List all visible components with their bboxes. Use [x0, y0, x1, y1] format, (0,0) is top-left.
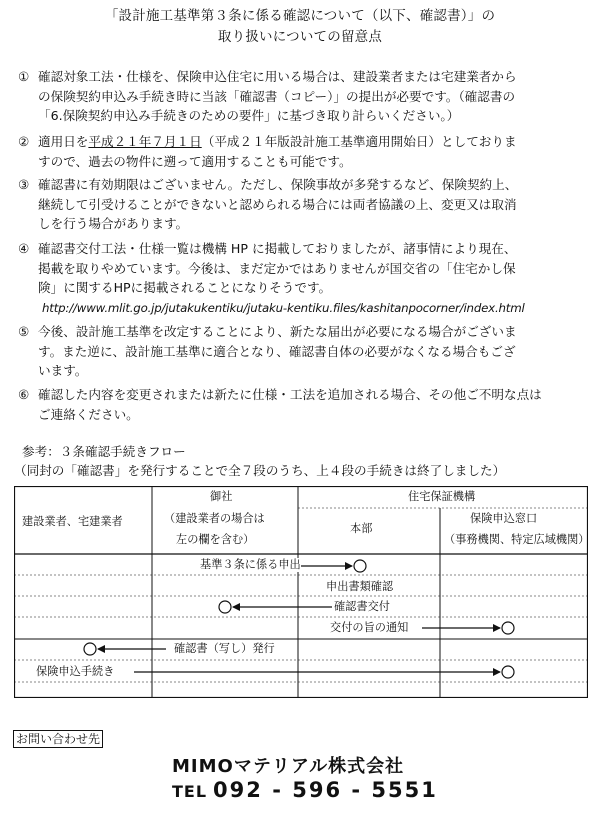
flow-col-headquarters: 本部: [350, 522, 373, 535]
item-line: 険」に関するHPに掲載されることになりそうです。: [38, 280, 332, 295]
item-line: ご連絡ください。: [38, 406, 139, 422]
item-line: 確認した内容を変更されまたは新たに仕様・工法を追加される場合、その他ご不明な点は: [38, 387, 542, 402]
effective-date: 平成２１年７月１日: [88, 134, 202, 149]
flow-step-4: 交付の旨の通知: [330, 621, 409, 634]
tel-number: 092 - 596 - 5551: [213, 778, 438, 802]
flow-step-3: 確認書交付: [334, 600, 390, 613]
item-line: 確認対象工法・仕様を、保険申込住宅に用いる場合は、建設業者または宅建業者から: [38, 69, 517, 84]
item-line: 今後、設計施工基準を改定することにより、新たな届出が必要になる場合がございま: [38, 324, 517, 339]
flow-step-2: 申出書類確認: [326, 580, 394, 593]
item-text: 適用日を: [38, 134, 89, 149]
item-number: ②: [18, 134, 30, 149]
item-line: 確認書に有効期限はございません。ただし、保険事故が多発するなど、保険契約上、: [38, 177, 518, 192]
reference-url[interactable]: http://www.mlit.go.jp/jutakukentiku/jutaku-kentiku.files/kashitanpocorner/index.html: [42, 301, 525, 315]
item-line: 「6.保険契約申込み手続きのための要件」に基づき取り計らいください。）: [38, 108, 460, 123]
note-item-3: [18, 175, 584, 234]
flow-step-5: 確認書（写し）発行: [174, 642, 275, 655]
item-line: 掲載を取りやめています。今後は、まだ定かではありませんが国交省の「住宅かし保: [38, 260, 516, 276]
item-number: ⑥: [18, 387, 30, 402]
item-line: 確認書交付工法・仕様一覧は機構 HP に掲載しておりましたが、諸事情により現在、: [38, 241, 517, 256]
note-item-6: [18, 385, 584, 424]
item-number: ①: [18, 69, 30, 84]
item-line: しを行う場合があります。: [38, 216, 189, 231]
item-line: す。また逆に、設計施工基準に適合となり、確認書自体の必要がなくなる場合もござ: [38, 343, 516, 359]
flow-reference-note: （同封の「確認書」を発行することで全７段のうち、上４段の手続きは終了しました）: [14, 463, 506, 478]
flow-col-organization: 住宅保証機構: [408, 490, 476, 503]
flow-step-6: 保険申込手続き: [36, 665, 115, 678]
flow-col-builder: 建設業者、宅建業者: [22, 515, 123, 528]
item-text: （平成２１年版設計施工基準適用開始日）としておりま: [201, 134, 517, 149]
phone-number: [172, 778, 438, 802]
item-number: ⑤: [18, 324, 30, 339]
item-line: の保険契約申込み手続き時に当該「確認書（コピー）」の提出が必要です。（確認書の: [38, 88, 516, 104]
item-line: すので、過去の物件に遡って適用することも可能です。: [38, 153, 352, 169]
note-item-1: [18, 67, 584, 126]
item-number: ③: [18, 177, 30, 192]
item-number: ④: [18, 241, 30, 256]
tel-label: TEL: [172, 782, 208, 801]
flow-step-1: 基準３条に係る申出: [200, 558, 301, 571]
flow-col-window-note: （事務機関、特定広域機関）: [444, 533, 590, 546]
flow-reference-title: 参考：３条確認手続きフロー: [22, 444, 186, 459]
doc-title-line1: 「設計施工基準第３条に係る確認について（以下、確認書）」の: [104, 8, 496, 24]
company-name: MIMOマテリアル株式会社: [172, 756, 405, 777]
flow-col-company: 御社: [210, 490, 233, 503]
note-item-4: [18, 239, 584, 298]
item-line: 継続して引受けることができないと認められる場合には両者協議の上、変更又は取消: [38, 196, 517, 212]
flow-col-company-note: （建設業者の場合は: [164, 512, 265, 525]
doc-title-line2: 取り扱いについての留意点: [217, 29, 383, 45]
flow-col-company-note: 左の欄を含む）: [176, 533, 255, 546]
contact-label: お問い合わせ先: [13, 730, 103, 748]
note-item-2: [18, 132, 584, 171]
note-item-5: [18, 322, 584, 381]
flow-col-window: 保険申込窓口: [470, 512, 538, 525]
procedure-flow-table: [14, 486, 588, 698]
item-line: います。: [38, 363, 88, 378]
